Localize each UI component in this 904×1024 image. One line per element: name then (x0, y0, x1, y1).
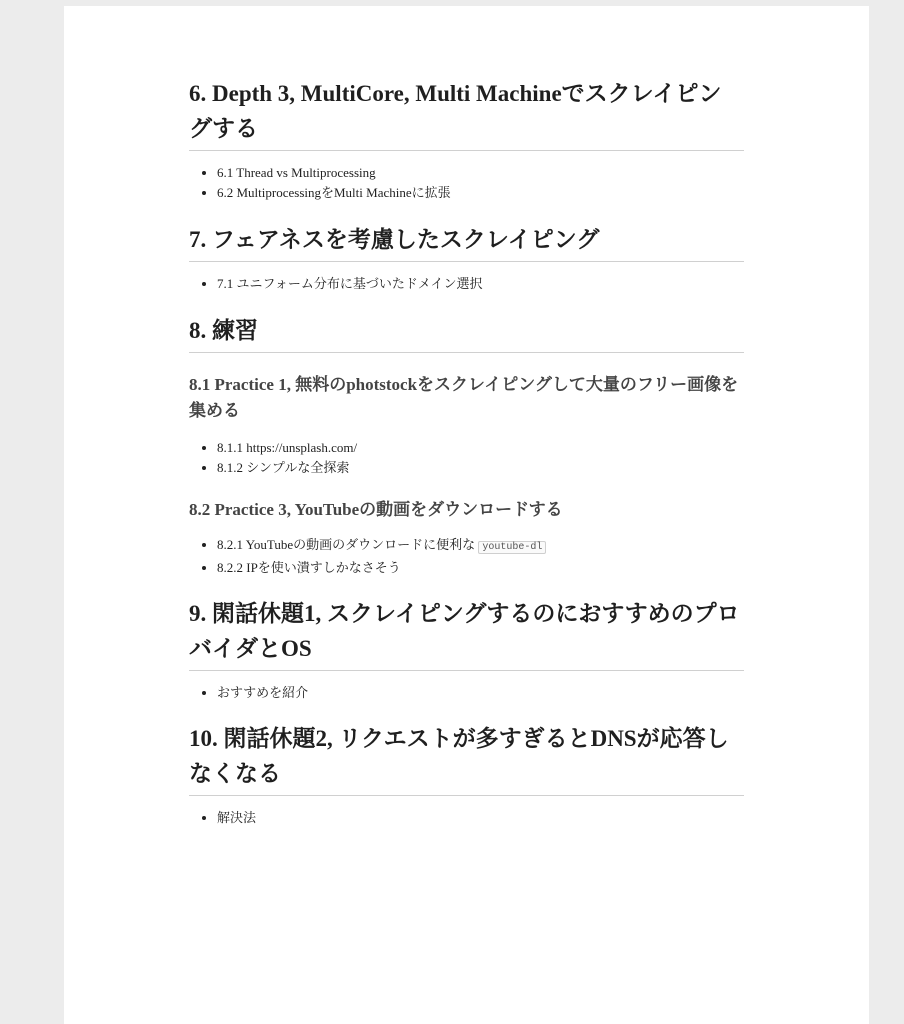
list-item: • 7.1 ユニフォーム分布に基づいたドメイン選択 (217, 274, 744, 294)
inline-code: youtube-dl (478, 541, 546, 554)
section-list-9 (189, 683, 744, 703)
section-heading-10: 10. 閑話休題2, リクエストが多すぎるとDNSが応答しなくなる (189, 721, 744, 796)
list-item: • 8.1.1 https://unsplash.com/ (217, 438, 744, 458)
list-item (217, 535, 744, 558)
list-item: • 8.1.2 シンプルな全探索 (217, 458, 744, 478)
list-item: • 解決法 (217, 808, 744, 828)
list-item: • 8.2.2 IPを使い潰すしかなさそう (217, 558, 744, 578)
document-page (64, 6, 869, 1024)
section-heading-9: 9. 閑話休題1, スクレイピングするのにおすすめのプロバイダとOS (189, 596, 744, 671)
list-item: • 6.1 Thread vs Multiprocessing (217, 163, 744, 183)
section-list-6 (189, 163, 744, 203)
list-item: • おすすめを紹介 (217, 683, 744, 703)
section-heading-6: 6. Depth 3, MultiCore, Multi Machineでスクレイピングする (189, 76, 744, 151)
section-heading-7: 7. フェアネスを考慮したスクレイピング (189, 222, 744, 262)
list-item: • 6.2 MultiprocessingをMulti Machineに拡張 (217, 183, 744, 203)
section-heading-8: 8. 練習 (189, 313, 744, 353)
subsection-list-8-2 (189, 535, 744, 578)
list-item-text: 8.2.1 YouTubeの動画のダウンロードに便利な (217, 537, 476, 552)
section-list-10 (189, 808, 744, 828)
subsection-list-8-1 (189, 438, 744, 478)
document-content (189, 76, 744, 828)
subsection-heading-8-1: 8.1 Practice 1, 無料のphotstockをスクレイピングして大量のフリー画像を集める (189, 375, 739, 420)
subsection-heading-8-2: 8.2 Practice 3, YouTubeの動画をダウンロードする (189, 500, 563, 519)
section-list-7 (189, 274, 744, 294)
